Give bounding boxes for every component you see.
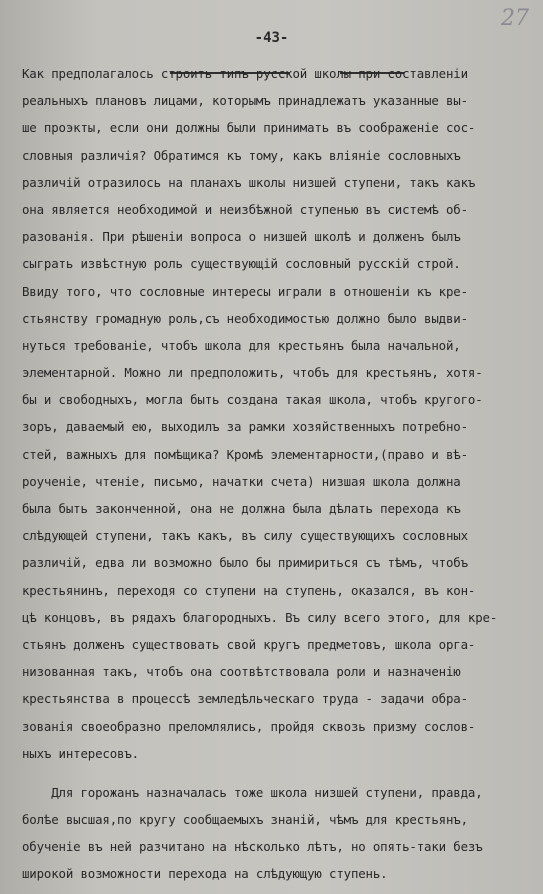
text-line: слѣдующей ступени, такъ какъ, въ силу существующихъ сословных bbox=[22, 528, 468, 544]
text-line: стей, важныхъ для помѣщика? Кромѣ элементарности,(право и вѣ- bbox=[22, 446, 468, 462]
text-line: стьянству громадную роль,съ необходимостью должно было выдви- bbox=[22, 310, 468, 326]
paragraph-gap bbox=[22, 767, 522, 779]
text-line: различій отразилось на планахъ школы низшей ступени, такъ какъ bbox=[22, 174, 476, 190]
paragraph bbox=[22, 60, 522, 767]
text-line: она является необходимой и неизбѣжной ступенью въ системѣ об- bbox=[22, 201, 468, 217]
text-line: крестьянства в процессѣ земледѣльческаго труда - задачи обра- bbox=[22, 691, 468, 707]
text-line: различій, едва ли возможно было бы примириться съ тѣмъ, чтобъ bbox=[22, 555, 468, 571]
text-line: обученіе въ ней разчитано на нѣсколько лѣтъ, но опять-таки безъ bbox=[22, 839, 483, 855]
text-line: зоръ, даваемый ею, выходилъ за рамки хозяйственныхъ потребно- bbox=[22, 419, 468, 435]
text-line: цѣ концовъ, въ рядахъ благородныхъ. Въ силу всего этого, для кре- bbox=[22, 609, 498, 625]
text-line: стьянъ долженъ существовать свой кругъ предметовъ, школа орга- bbox=[22, 636, 476, 652]
text-line: сыграть извѣстную роль существующій сословный русскій строй. bbox=[22, 256, 461, 272]
folio-number: 27 bbox=[501, 6, 529, 31]
page-number: -43- bbox=[254, 30, 289, 46]
text-line: Ввиду того, что сословные интересы играли в отношеніи къ кре- bbox=[22, 283, 468, 299]
text-line: широкой возможности перехода на слѣдующую ступень. bbox=[22, 866, 388, 882]
text-line: низованная такъ, чтобъ она соотвѣтствовала роли и назначенію bbox=[22, 664, 461, 680]
text-line: была быть законченной, она не должна была дѣлать перехода къ bbox=[22, 501, 461, 516]
text-line: ныхъ интересовъ. bbox=[22, 745, 139, 761]
document-body bbox=[22, 60, 522, 888]
paragraph bbox=[22, 779, 522, 888]
text-line: элементарной. Можно ли предположить, чтобъ для крестьянъ, хотя- bbox=[22, 365, 483, 381]
text-line: болѣе высшая,по кругу сообщаемыхъ знаній, чѣмъ для крестьянъ, bbox=[22, 812, 468, 828]
text-line: зованія своеобразно преломлялись, пройдя сквозь призму сослов- bbox=[22, 718, 476, 734]
text-line: бы и свободныхъ, могла быть создана такая школа, чтобъ кругого- bbox=[22, 392, 483, 408]
text-line: Как предполагалось строить типъ русской школы при составленіи bbox=[22, 66, 468, 81]
text-line: крестьянинъ, переходя со ступени на ступень, оказался, въ кон- bbox=[22, 582, 476, 598]
text-line: роученіе, чтеніе, письмо, начатки счета) низшая школа должна bbox=[22, 473, 461, 489]
text-line: разованія. При рѣшеніи вопроса о низшей школѣ и долженъ былъ bbox=[22, 229, 461, 245]
text-line: реальныхъ плановъ лицами, которымъ принадлежатъ указанные вы- bbox=[22, 93, 468, 109]
text-line: нуться требованіе, чтобъ школа для крестьянъ была начальной, bbox=[22, 337, 461, 353]
text-line: Для горожанъ назначалась тоже школа низшей ступени, правда, bbox=[22, 784, 483, 800]
text-line: словныя различія? Обратимся къ тому, какъ вліяніе сословныхъ bbox=[22, 147, 461, 163]
text-line: ше проэкты, если они должны были принимать въ соображеніе сос- bbox=[22, 120, 476, 136]
